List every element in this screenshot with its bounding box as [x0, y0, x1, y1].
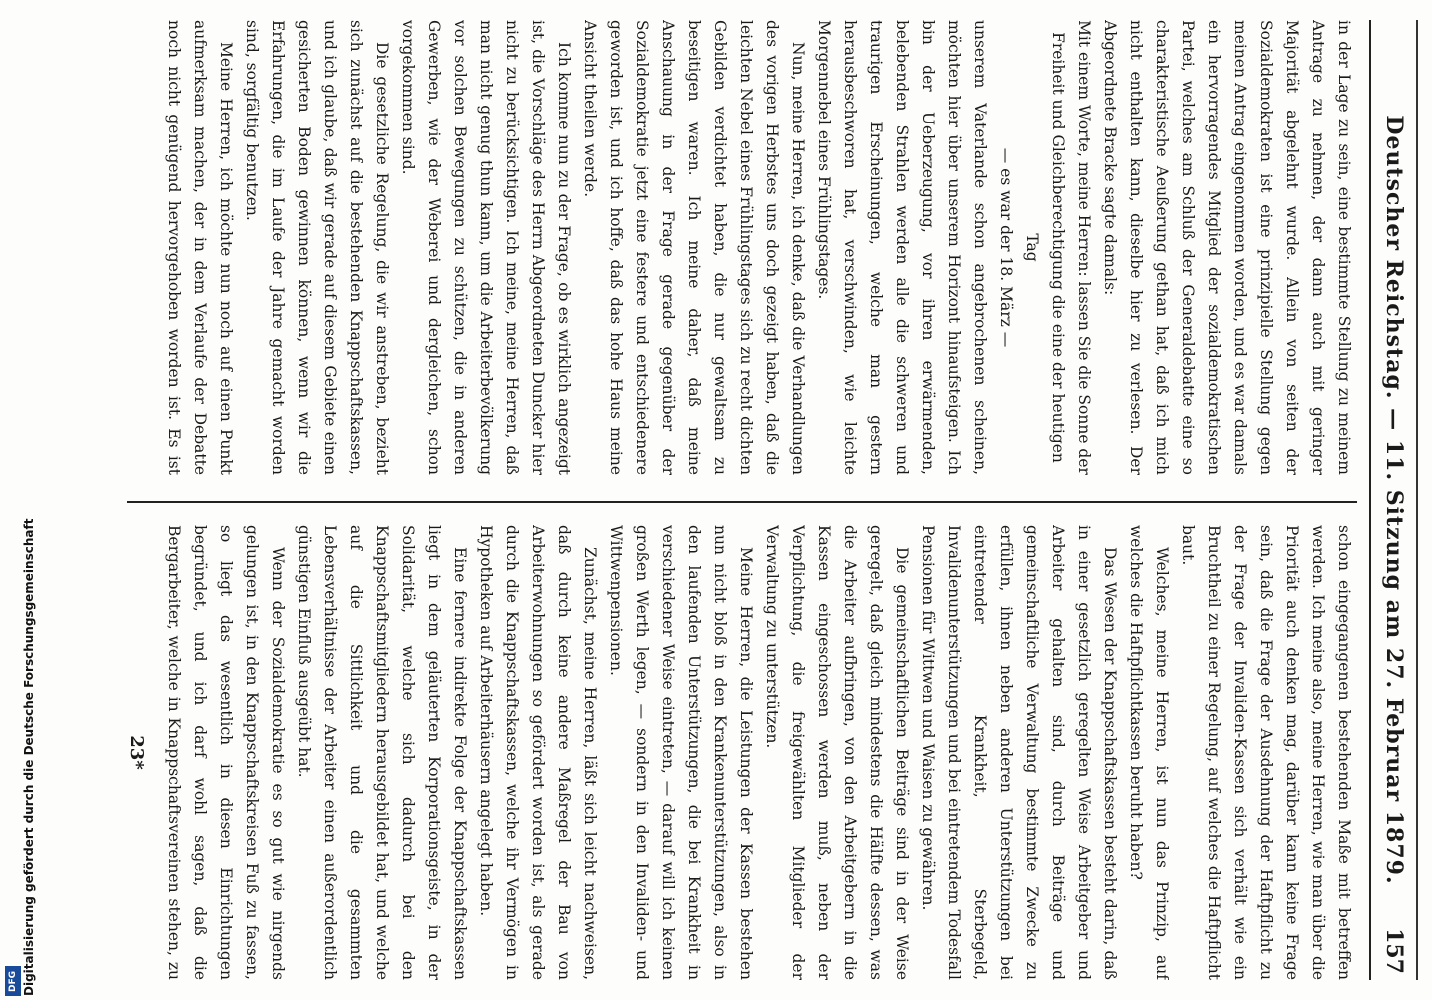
page-edge [1416, 20, 1418, 980]
paragraph: Meine Herren, die Leistungen der Kassen bestehen nun nicht bloß in den Krankenunterstützungen, also in den laufenden Unterstützungen, die bei Krankheit in verschiedener Weise eintreten, — darauf will ich keinen großen Werth legen, — sondern in den Invaliden- und Wittwenpensionen. [607, 525, 755, 980]
paragraph: schon eingegangenen bestehenden Maße mit betreffen werden. Ich meine also, meine Herren, wie man über die Priorität auch denken mag, darüber kann keine Frage sein, daß die Frage der Ausdehnung der Haftpflicht zu der Frage der Invaliden-Kassen sich verhält wie ein Bruchtheil zu einer Regelung, auf welches die Haftpflicht baut. [1179, 525, 1353, 980]
dfg-logo-icon: DFG [5, 966, 21, 996]
paragraph: Die gemeinschaftlichen Beiträge sind in der Weise geregelt, daß gleich mindestens die Hälfte dessen, was die Arbeiter aufbringen, von den Arbeitgebern in die Kassen eingeschossen werden muß, neben der Verpflichtung, die freigewählten Mitglieder der Verwaltung zu unterstützen. [763, 525, 911, 980]
page-header [1369, 20, 1415, 980]
paragraph: Wenn der Sozialdemokratie es so gut wie nirgends gelungen ist, in den Knappschaftskreisen Fuß zu fassen, so liegt das wesentlich in diesen Einrichtungen begründet, und ich darf wohl sagen, daß die Bergarbeiter, welche in Knappschaftsvereinen stehen, zu [165, 525, 287, 980]
paragraph: Meine Herren, ich möchte nun noch auf einen Punkt aufmerksam machen, der in dem Verlaufe der Debatte noch nicht genügend hervorgehoben worden ist. Es ist [165, 20, 235, 475]
paragraph: Die gesetzliche Regelung, die wir anstreben, bezieht sich zunächst auf die bestehenden Knappschaftskassen, und ich glaube, daß wir gerade auf diesem Gebiete einen gesicherten Boden gewinnen können, wenn wir die Erfahrungen, die im Laufe der Jahre gemacht worden sind, sorgfältig benutzen. [243, 20, 391, 475]
digitization-credit [2, 0, 36, 1000]
paragraph: in der Lage zu sein, eine bestimmte Stellung zu meinem Antrage zu nehmen, der dann auch mit geringer Majorität abgelehnt wurde. Allein von seiten der Sozialdemokraten ist eine prinzipielle Stellung gegen meinen Antrag eingenommen worden, und es war damals ein hervorragendes Mitglied der sozialdemokratischen Partei, welches am Schluß der Generaldebatte eine so charakteristische Aeußerung gethan hat, daß ich mich nicht enthalten kann, dieselbe hier zu verlesen. Der Abgeordnete Bracke sagte damals: [1101, 20, 1353, 475]
quote-continuation: unserem Vaterlande schon angebrochenen scheinen, möchten hier über unserem Horizont hinaufsteigen. Ich bin der Ueberzeugung, vor ihren erwärmenden, belebenden Strahlen werden alle die schweren und traurigen Erscheinungen, welche man gestern herausbeschworen hat, verschwinden, wie leichte Morgennebel eines Frühlingstages. [815, 20, 989, 475]
paragraph: Nun, meine Herren, ich denke, daß die Verhandlungen des vorigen Herbstes uns doch gezeigt haben, daß die leichten Nebel eines Frühlingstages sich zu recht dichten Gebilden verdichtet haben, die nur gewaltsam zu beseitigen waren. Ich meine daher, daß meine Anschauung in der Frage gerade gegenüber der Sozialdemokratie jetzt eine festere und entschiedenere geworden ist, und ich hoffe, daß das hohe Haus meine Ansicht theilen werde. [581, 20, 807, 475]
page-title: Deutscher Reichstag. — 11. Sitzung am 27. Februar 1879. [1381, 115, 1407, 885]
paragraph: Zunächst, meine Herren, läßt sich leicht nachweisen, daß durch keine andere Maßregel der Bau von Arbeiterwohnungen so gefördert worden ist, als gerade durch die Knappschaftskassen, welche ihr Vermögen in Hypotheken auf Arbeiterhäusern angelegt haben. [477, 525, 599, 980]
rotated-page-content [105, 20, 1415, 980]
right-column [157, 525, 1357, 980]
sheet-signature: 23* [126, 735, 147, 770]
column-divider [127, 501, 1357, 503]
left-column [157, 20, 1357, 475]
page-number: 157 [1381, 928, 1407, 974]
paragraph: Eine fernere indirekte Folge der Knappschaftskassen liegt in dem geläuterten Korporationsgeiste, in der Solidarität, welche sich dadurch bei den Knappschaftsmitgliedern herausgebildet hat, und welche auf die Sittlichkeit und die gesammten Lebensverhältnisse der Arbeiter einen außerordentlich günstigen Einfluß ausgeübt hat. [295, 525, 469, 980]
digitization-credit-text: Digitalisierung gefördert durch die Deutsche Forschungsgemeinschaft [22, 518, 36, 996]
paragraph: Ich komme nun zu der Frage, ob es wirklich angezeigt ist, die Vorschläge des Herrn Abgeordneten Duncker hier nicht zu berücksichtigen. Ich meine, meine Herren, daß man nicht genug thun kann, um die Arbeiterbevölkerung vor solchen Bewegungen zu schützen, die in anderen Gewerben, wie der Weberei und dergleichen, schon vorgekommen sind. [399, 20, 573, 475]
quote-aside: — es war der 18. März — [997, 147, 1015, 348]
paragraph: Welches, meine Herren, ist nun das Prinzip, auf welches die Haftpflichtkassen beruht haben? [1127, 525, 1171, 980]
paragraph: Das Wesen der Knappschaftskassen besteht darin, daß in einer gesetzlich geregelten Weise Arbeitgeber und Arbeiter gehalten sind, durch Beiträge und gemeinschaftliche Verwaltung bestimmte Zwecke zu erfüllen, ihnen neben anderen Unterstützungen bei eintretender Krankheit, Sterbegeld, Invalidenunterstützungen und bei eintretendem Todesfall Pensionen für Wittwen und Waisen zu gewähren. [919, 525, 1119, 980]
quote-line: Mit einem Worte, meine Herren: lassen Sie die Sonne der Freiheit und Gleichberechtigung die eine der heutigen Tag [1023, 20, 1093, 475]
